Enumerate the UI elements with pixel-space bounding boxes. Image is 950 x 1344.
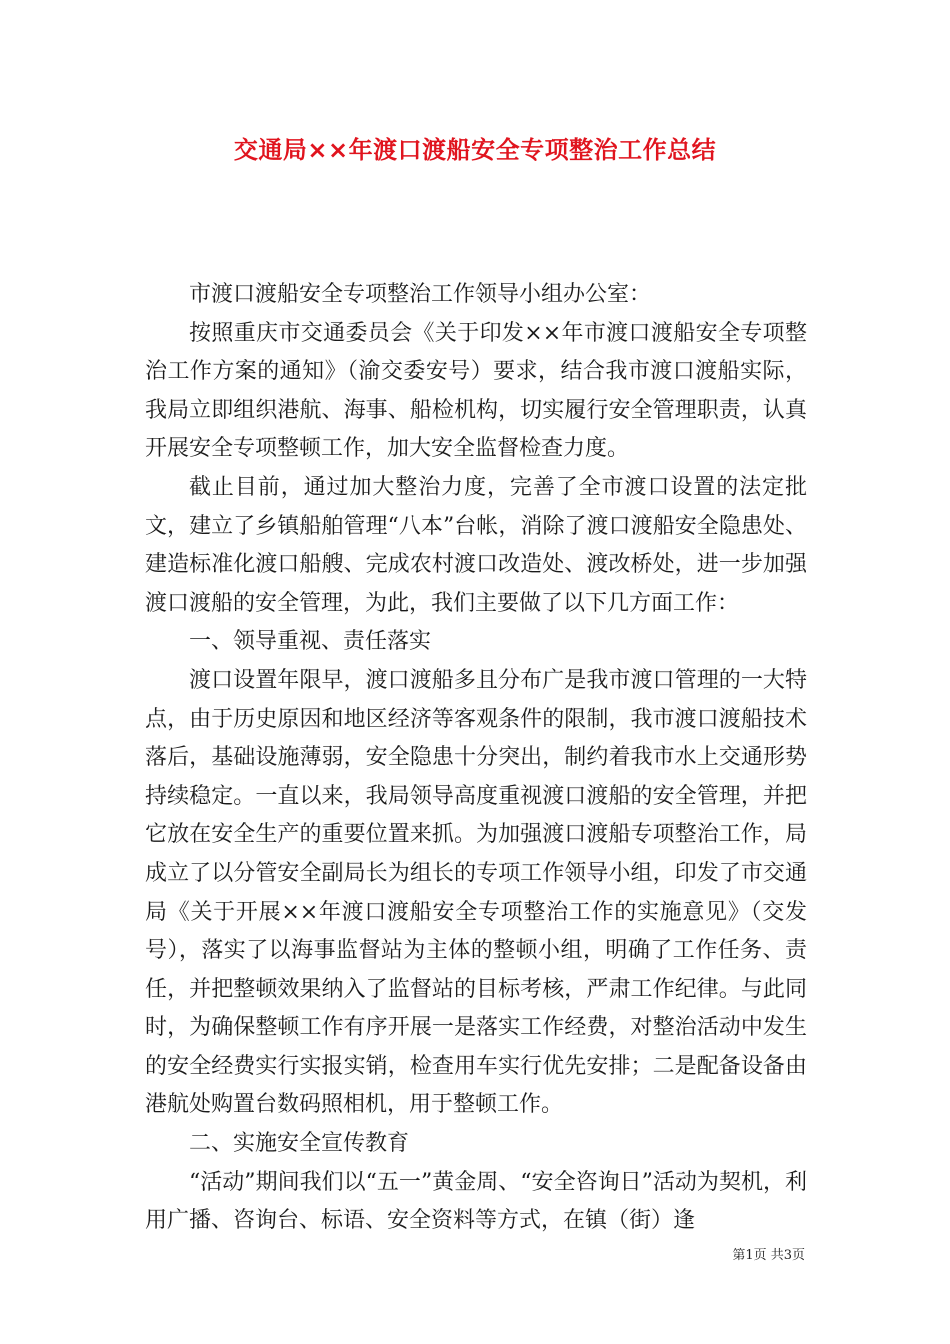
document-body <box>145 276 807 1241</box>
paragraph-intro: 按照重庆市交通委员会《关于印发××年市渡口渡船安全专项整治工作方案的通知》（渝交委安号）要求，结合我市渡口渡船实际，我局立即组织港航、海事、船检机构，切实履行安全管理职责，认真开展安全专项整顿工作，加大安全监督检查力度。 <box>145 320 807 462</box>
document-title: 交通局××年渡口渡船安全专项整治工作总结 <box>233 136 717 164</box>
paragraph-section-1: 渡口设置年限早，渡口渡船多且分布广是我市渡口管理的一大特点，由于历史原因和地区经济等客观条件的限制，我市渡口渡船技术落后，基础设施薄弱，安全隐患十分突出，制约着我市水上交通形势持续稳定。一直以来，我局领导高度重视渡口渡船的安全管理，并把它放在安全生产的重要位置来抓。为加强渡口渡船专项整治工作，局成立了以分管安全副局长为组长的专项工作领导小组，印发了市交通局《关于开展××年渡口渡船安全专项整治工作的实施意见》（交发号），落实了以海事监督站为主体的整顿小组，明确了工作任务、责任，并把整顿效果纳入了监督站的目标考核，严肃工作纪律。与此同时，为确保整顿工作有序开展一是落实工作经费，对整治活动中发生的安全经费实行实报实销，检查用车实行优先安排；二是配备设备由港航处购置台数码照相机，用于整顿工作。 <box>145 667 807 1118</box>
section-heading-2: 二、实施安全宣传教育 <box>189 1131 410 1157</box>
page-number-footer: 第1页 共3页 <box>732 1248 805 1263</box>
paragraph-salutation: 市渡口渡船安全专项整治工作领导小组办公室： <box>189 282 652 307</box>
paragraph-progress: 截止目前，通过加大整治力度，完善了全市渡口设置的法定批文，建立了乡镇船舶管理“八本”台帐，消除了渡口渡船安全隐患处、建造标准化渡口船艘、完成农村渡口改造处、渡改桥处，进一步加强渡口渡船的安全管理，为此，我们主要做了以下几方面工作： <box>145 474 807 616</box>
section-heading-1: 一、领导重视、责任落实 <box>189 629 432 655</box>
paragraph-section-2: “活动”期间我们以“五一”黄金周、“安全咨询日”活动为契机，利用广播、咨询台、标语、安全资料等方式，在镇（街）逢 <box>145 1169 807 1234</box>
